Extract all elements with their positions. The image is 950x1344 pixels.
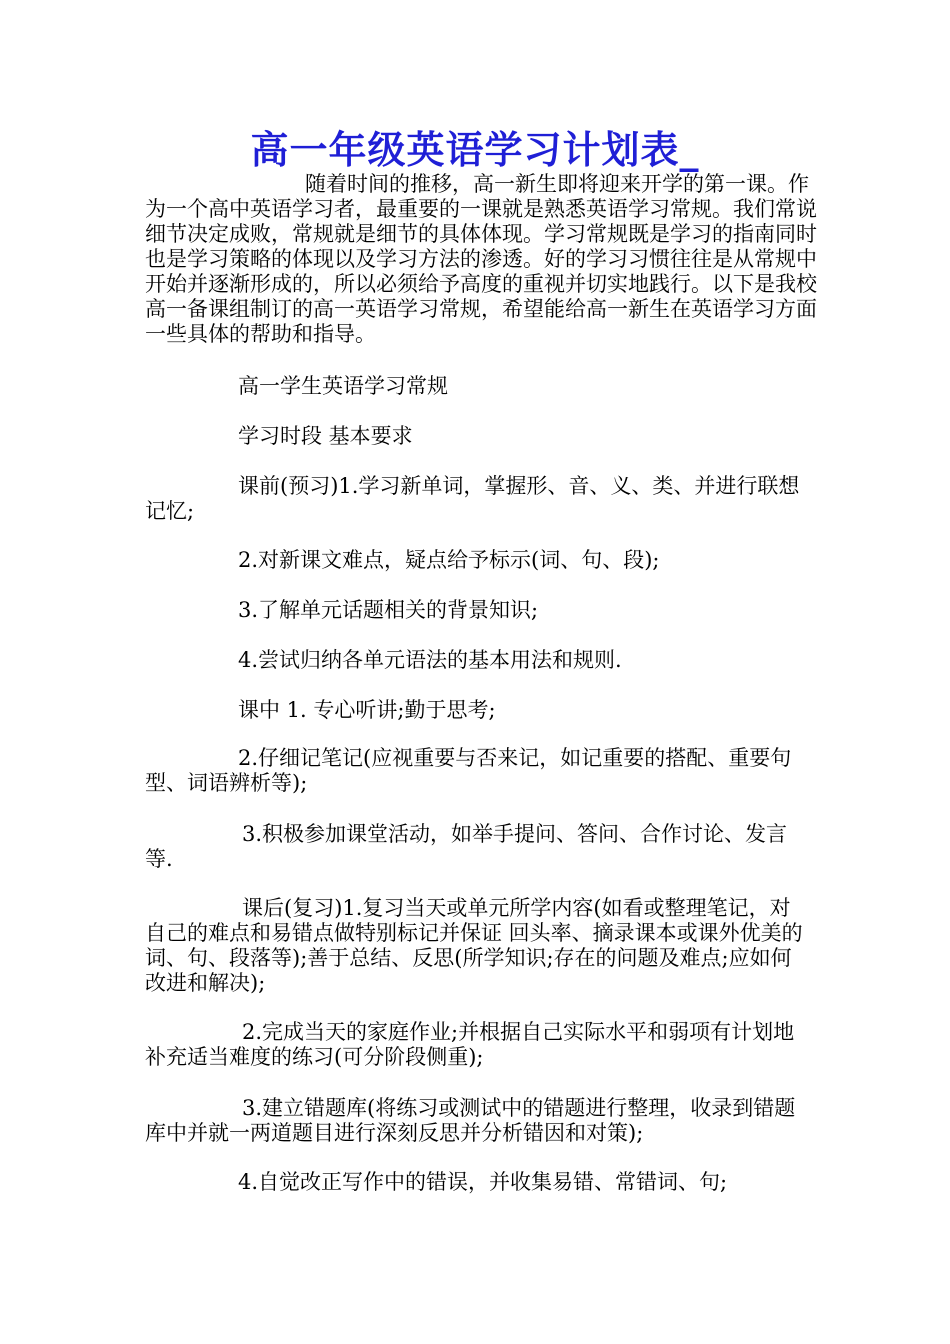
table-header-line [145,424,810,449]
before-class-item-2 [145,548,810,573]
after-class-item-4-text: 4.自觉改正写作中的错误，并收集易错、常错词、句; [238,1170,728,1194]
table-header-text: 学习时段 基本要求 [238,424,413,448]
before-class-item-4 [145,648,810,673]
before-class-item-4-text: 4.尝试归纳各单元语法的基本用法和规则. [238,648,622,672]
after-class-item-3 [145,1096,810,1146]
before-class-item-3-text: 3.了解单元话题相关的背景知识; [238,598,539,622]
after-class-item-1 [145,896,810,996]
in-class-item-2 [145,746,810,796]
after-class-item-4 [145,1170,810,1195]
before-class-item-2-text: 2.对新课文难点，疑点给予标示(词、句、段); [238,548,660,572]
before-class-item-3 [145,598,810,623]
section-heading [145,374,810,399]
after-class-item-2-text: 2.完成当天的家庭作业;并根据自己实际水平和弱项有计划地补充适当难度的练习(可分阶段侧重); [145,1020,795,1069]
intro-paragraph: 随着时间的推移，高一新生即将迎来开学的第一课。作为一个高中英语学习者，最重要的一课就是熟悉英语学习常规。我们常说细节决定成败，常规就是细节的具体体现。学习常规既是学习的指南同时也是学习策略的体现以及学习方法的渗透。好的学习习惯往往是从常规中开始并逐渐形成的，所以必须给予高度的重视并切实地践行。以下是我校高一备课组制订的高一英语学习常规，希望能给高一新生在英语学习方面一些具体的帮助和指导。 [145,172,817,346]
in-class-item-3 [145,822,810,872]
before-class-item-1 [145,474,810,524]
in-class-item-3-text: 3.积极参加课堂活动，如举手提问、答问、合作讨论、发言等. [145,822,788,871]
in-class-item-1-text: 课中 1. 专心听讲;勤于思考; [238,698,496,722]
in-class-item-1 [145,698,810,723]
section-heading-text: 高一学生英语学习常规 [238,374,448,398]
in-class-item-2-text: 2.仔细记笔记(应视重要与否来记，如记重要的搭配、重要句型、词语辨析等); [145,746,792,795]
after-class-item-1-text: 课后(复习)1.复习当天或单元所学内容(如看或整理笔记，对自己的难点和易错点做特别标记并保证 回头率、摘录课本或课外优美的词、句、段落等);善于总结、反思(所学知识;存在的问题及难点;应如何改进和解决); [145,896,803,995]
document-title: 高一年级英语学习计划表_ [250,127,700,172]
after-class-item-3-text: 3.建立错题库(将练习或测试中的错题进行整理，收录到错题库中并就一两道题目进行深刻反思并分析错因和对策); [145,1096,796,1145]
before-class-item-1-text: 课前(预习)1.学习新单词，掌握形、音、义、类、并进行联想记忆; [145,474,800,523]
after-class-item-2 [145,1020,810,1070]
